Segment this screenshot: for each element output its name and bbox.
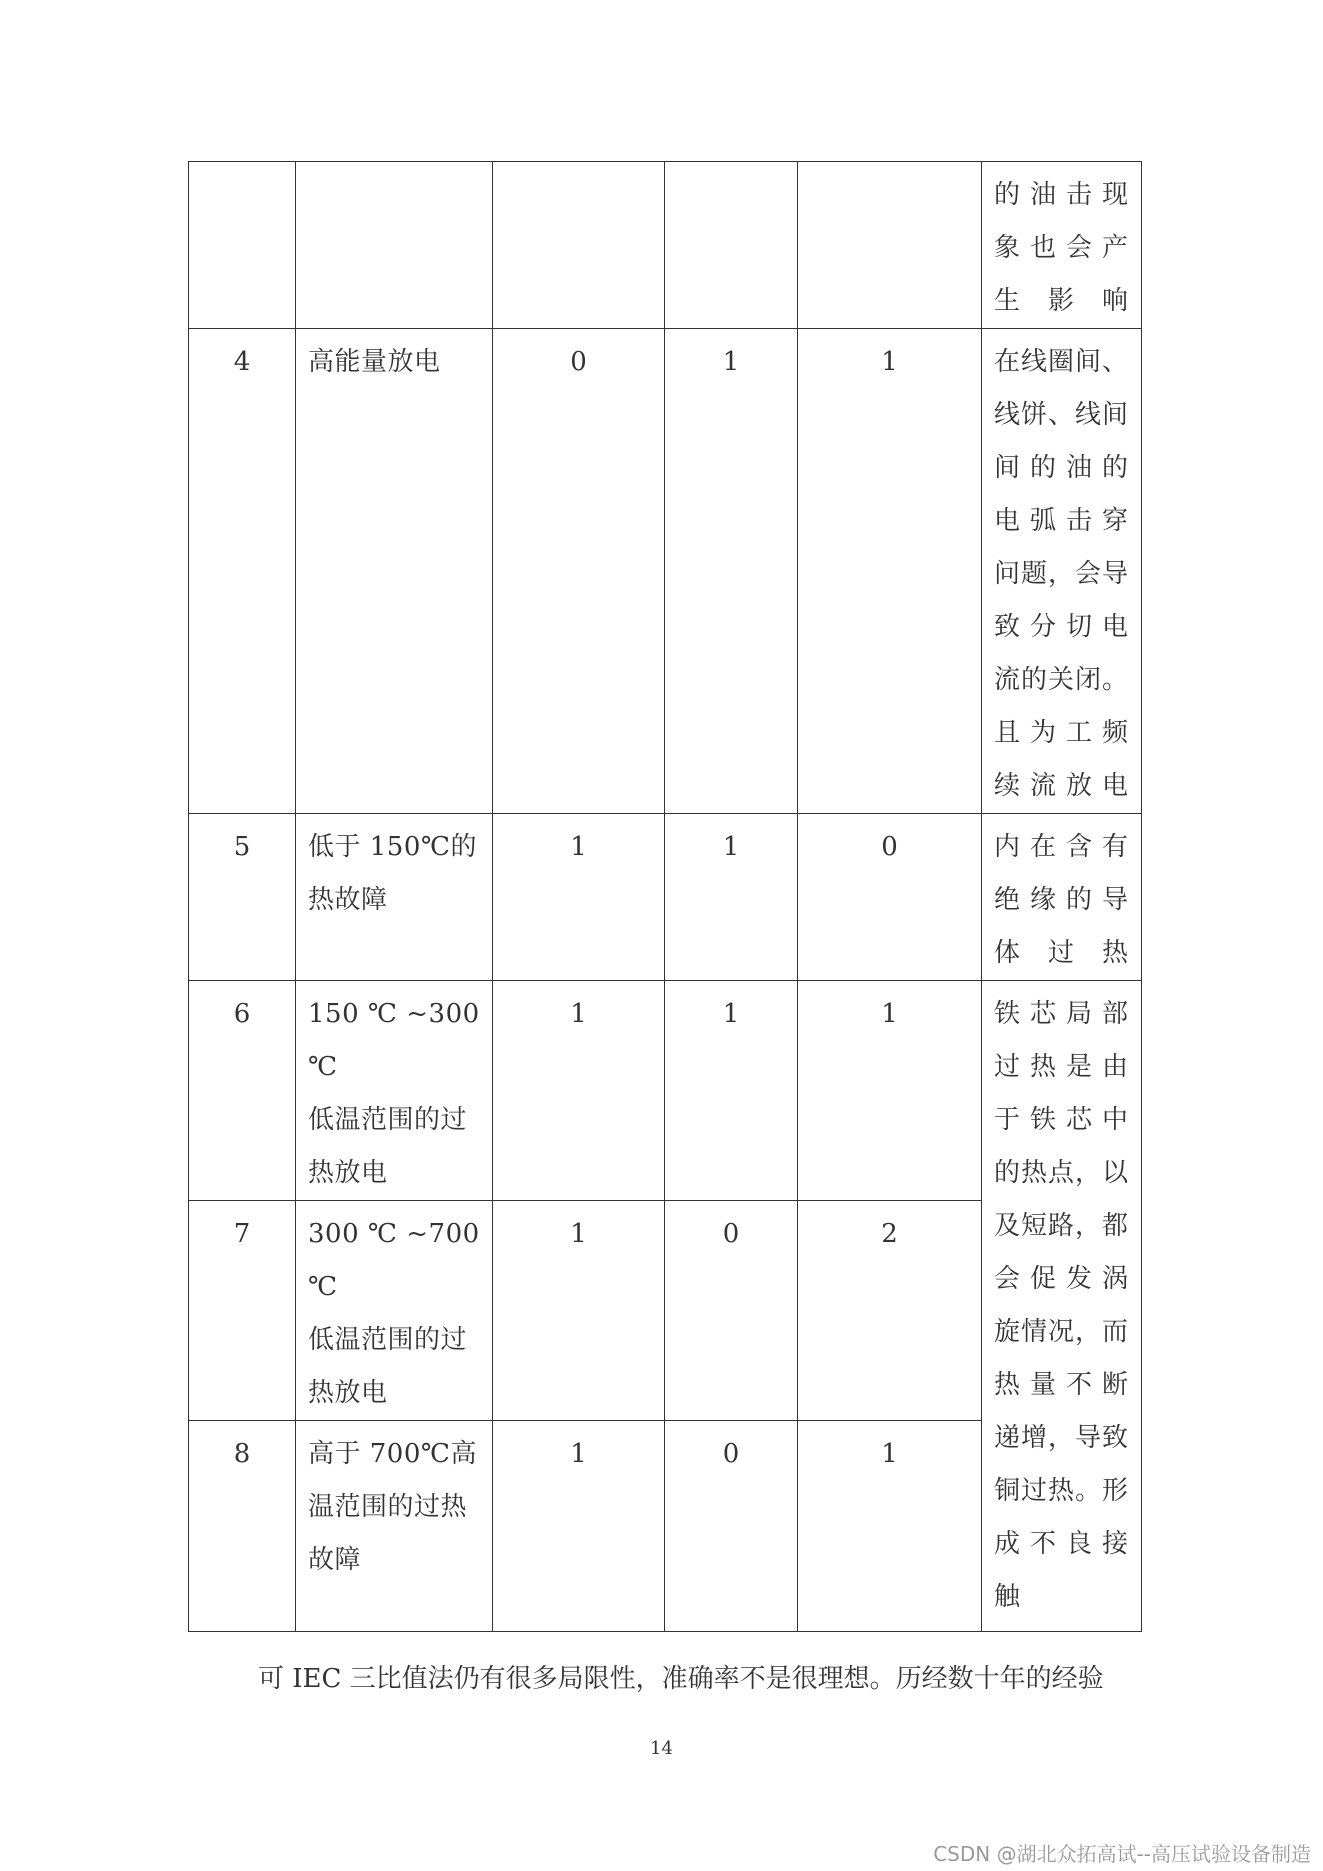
ratio-value-2: 0 (665, 1421, 798, 1632)
note-line: 的热点，以 (994, 1158, 1130, 1188)
ratio-value-3 (798, 162, 982, 329)
desc-line: 热故障 (308, 885, 388, 915)
desc-line: 故障 (308, 1545, 362, 1575)
note-line: 铁芯局部 (994, 999, 1129, 1029)
note-line: 内在含有 (994, 832, 1129, 862)
ratio-value-1: 0 (493, 329, 665, 814)
ratio-value-2 (665, 162, 798, 329)
note-line: 且为工频 (994, 718, 1129, 748)
note-line: 致分切电 (994, 612, 1129, 642)
desc-line: 热放电 (308, 1378, 388, 1408)
table-row (189, 162, 1142, 329)
note-line: 电弧击穿 (994, 506, 1129, 536)
note-line: 生影响 (994, 286, 1129, 316)
ratio-value-2: 1 (665, 814, 798, 981)
row-number: 4 (189, 329, 296, 814)
csdn-watermark: CSDN @湖北众拓高试--高压试验设备制造 (933, 1842, 1311, 1866)
desc-line: 低温范围的过 (308, 1105, 468, 1135)
note-line: 触 (994, 1582, 1022, 1612)
fault-note-merged (982, 981, 1142, 1632)
fault-description (296, 1201, 493, 1421)
note-line: 旋情况，而 (994, 1317, 1130, 1347)
fault-note (982, 814, 1142, 981)
fault-description (296, 162, 493, 329)
note-line: 象也会产 (994, 233, 1129, 263)
desc-line: 低温范围的过 (308, 1325, 468, 1355)
ratio-value-3: 1 (798, 981, 982, 1201)
page-number: 14 (650, 1738, 673, 1759)
note-line: 流的关闭。 (994, 665, 1130, 695)
note-line: 递增，导致 (994, 1423, 1130, 1453)
row-number (189, 162, 296, 329)
desc-line: 300 ℃ ~700 ℃ (308, 1219, 480, 1302)
ratio-value-2: 1 (665, 329, 798, 814)
note-line: 绝缘的导 (994, 885, 1129, 915)
desc-line: 150 ℃ ~300 ℃ (308, 999, 480, 1082)
row-number: 8 (189, 1421, 296, 1632)
ratio-value-1: 1 (493, 1201, 665, 1421)
body-paragraph: 可 IEC 三比值法仍有很多局限性，准确率不是很理想。历经数十年的经验 (258, 1664, 1104, 1694)
row-number: 6 (189, 981, 296, 1201)
note-line: 线饼、线间 (994, 400, 1130, 430)
note-line: 于铁芯中 (994, 1105, 1129, 1135)
note-line: 续流放电 (994, 771, 1129, 801)
ratio-value-1 (493, 162, 665, 329)
note-line: 体过热 (994, 938, 1129, 968)
ratio-value-1: 1 (493, 1421, 665, 1632)
row-number: 7 (189, 1201, 296, 1421)
note-line: 铜过热。形 (994, 1476, 1130, 1506)
ratio-value-3: 0 (798, 814, 982, 981)
desc-line: 高能量放电 (308, 347, 441, 377)
ratio-value-2: 1 (665, 981, 798, 1201)
table-row (189, 981, 1142, 1201)
note-line: 及短路，都 (994, 1211, 1130, 1241)
ratio-value-1: 1 (493, 981, 665, 1201)
ratio-value-3: 1 (798, 329, 982, 814)
fault-note (982, 329, 1142, 814)
fault-description (296, 1421, 493, 1632)
note-line: 的油击现 (994, 180, 1129, 210)
ratio-value-3: 1 (798, 1421, 982, 1632)
note-line: 问题，会导 (994, 559, 1130, 589)
note-line: 成不良接 (994, 1529, 1129, 1559)
fault-table (188, 161, 1142, 1632)
note-line: 在线圈间、 (994, 347, 1130, 377)
desc-line: 低于 150℃的 (308, 832, 477, 862)
ratio-value-2: 0 (665, 1201, 798, 1421)
note-line: 过热是由 (994, 1052, 1129, 1082)
fault-description (296, 329, 493, 814)
desc-line: 温范围的过热 (308, 1492, 468, 1522)
ratio-value-1: 1 (493, 814, 665, 981)
row-number: 5 (189, 814, 296, 981)
desc-line: 热放电 (308, 1158, 388, 1188)
note-line: 间的油的 (994, 453, 1129, 483)
ratio-value-3: 2 (798, 1201, 982, 1421)
note-line: 热量不断 (994, 1370, 1129, 1400)
desc-line: 高于 700℃高 (308, 1439, 477, 1469)
fault-description (296, 814, 493, 981)
note-line: 会促发涡 (994, 1264, 1129, 1294)
fault-note (982, 162, 1142, 329)
table-row (189, 814, 1142, 981)
table-row (189, 329, 1142, 814)
fault-description (296, 981, 493, 1201)
